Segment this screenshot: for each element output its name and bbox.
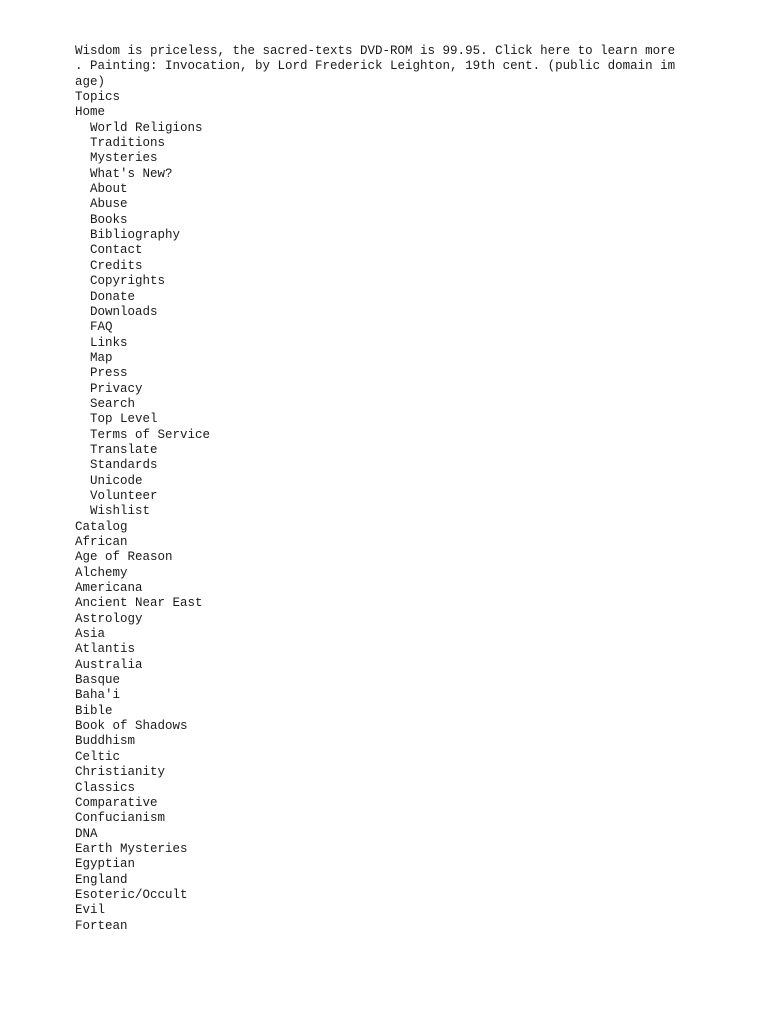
home-item-credits[interactable]: Credits	[90, 258, 143, 273]
catalog-item-celtic[interactable]: Celtic	[75, 749, 121, 764]
home-submenu	[75, 121, 685, 520]
catalog-item-astrology[interactable]: Astrology	[75, 611, 143, 626]
home-item-mysteries[interactable]: Mysteries	[90, 151, 158, 166]
home-item-faq[interactable]: FAQ	[90, 320, 113, 335]
catalog-item-egyptian[interactable]: Egyptian	[75, 857, 136, 872]
header-text[interactable]	[75, 44, 685, 90]
catalog-item-classics[interactable]: Classics	[75, 780, 136, 795]
catalog-item-atlantis[interactable]: Atlantis	[75, 642, 136, 657]
catalog-item-earth-mysteries[interactable]: Earth Mysteries	[75, 841, 188, 856]
catalog-item-dna[interactable]: DNA	[75, 826, 98, 841]
home-item-search[interactable]: Search	[90, 396, 136, 411]
header-line[interactable]: . Painting: Invocation, by Lord Frederick Leighton, 19th cent. (public domain im	[75, 59, 676, 74]
catalog-item-ancient-near-east[interactable]: Ancient Near East	[75, 596, 203, 611]
catalog-item-baha-i[interactable]: Baha'i	[75, 688, 121, 703]
catalog-item-christianity[interactable]: Christianity	[75, 765, 166, 780]
home-item-translate[interactable]: Translate	[90, 442, 158, 457]
home-item-standards[interactable]: Standards	[90, 458, 158, 473]
catalog-item-book-of-shadows[interactable]: Book of Shadows	[75, 719, 188, 734]
home-item-unicode[interactable]: Unicode	[90, 473, 143, 488]
home-item-press[interactable]: Press	[90, 366, 128, 381]
home-item-top-level[interactable]: Top Level	[90, 412, 158, 427]
topics-heading: Topics	[75, 90, 121, 105]
home-item-world-religions[interactable]: World Religions	[90, 120, 203, 135]
home-item-books[interactable]: Books	[90, 212, 128, 227]
home-item-wishlist[interactable]: Wishlist	[90, 504, 151, 519]
catalog-item-african[interactable]: African	[75, 535, 128, 549]
home-item-map[interactable]: Map	[90, 350, 113, 365]
catalog-item-catalog[interactable]: Catalog	[75, 519, 128, 534]
page-content	[75, 44, 685, 934]
catalog-item-buddhism[interactable]: Buddhism	[75, 734, 136, 749]
home-link[interactable]: Home	[75, 105, 106, 120]
catalog-item-asia[interactable]: Asia	[75, 627, 106, 642]
home-item-abuse[interactable]: Abuse	[90, 197, 128, 212]
catalog-item-age-of-reason[interactable]: Age of Reason	[75, 550, 173, 565]
catalog-item-evil[interactable]: Evil	[75, 903, 106, 918]
catalog-list	[75, 520, 685, 934]
catalog-item-comparative[interactable]: Comparative	[75, 795, 158, 810]
catalog-item-americana[interactable]: Americana	[75, 581, 143, 596]
catalog-item-confucianism[interactable]: Confucianism	[75, 811, 166, 826]
home-item-terms-of-service[interactable]: Terms of Service	[90, 427, 211, 442]
catalog-item-australia[interactable]: Australia	[75, 657, 143, 672]
home-item-downloads[interactable]: Downloads	[90, 304, 158, 319]
home-item-copyrights[interactable]: Copyrights	[90, 274, 166, 289]
home-item-privacy[interactable]: Privacy	[90, 381, 143, 396]
catalog-item-basque[interactable]: Basque	[75, 673, 121, 688]
catalog-item-fortean[interactable]: Fortean	[75, 918, 128, 933]
home-item-contact[interactable]: Contact	[90, 243, 143, 258]
catalog-item-england[interactable]: England	[75, 872, 128, 887]
home-item-bibliography[interactable]: Bibliography	[90, 228, 181, 243]
header-line[interactable]: age)	[75, 74, 106, 89]
home-item-links[interactable]: Links	[90, 335, 128, 350]
catalog-item-bible[interactable]: Bible	[75, 703, 113, 718]
home-item-what-s-new[interactable]: What's New?	[90, 166, 173, 181]
catalog-item-alchemy[interactable]: Alchemy	[75, 565, 128, 580]
home-item-traditions[interactable]: Traditions	[90, 136, 166, 151]
header-line[interactable]: Wisdom is priceless, the sacred-texts DVD-ROM is 99.95. Click here to learn more	[75, 44, 676, 58]
home-item-about[interactable]: About	[90, 182, 128, 197]
catalog-item-esoteric-occult[interactable]: Esoteric/Occult	[75, 887, 188, 902]
home-item-donate[interactable]: Donate	[90, 289, 136, 304]
home-item-volunteer[interactable]: Volunteer	[90, 488, 158, 503]
